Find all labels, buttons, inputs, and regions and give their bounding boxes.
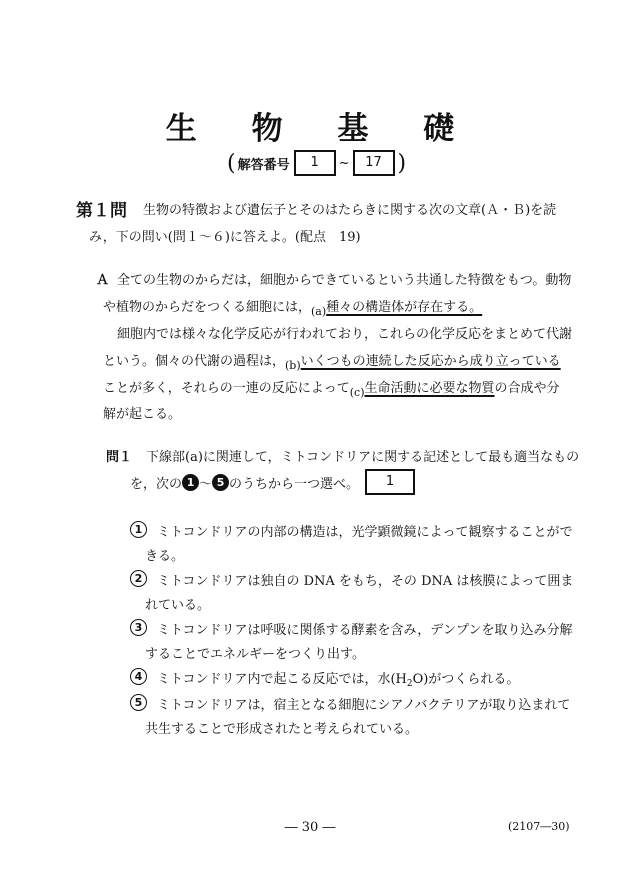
section-a-line3: 細胞内では様々な化学反応が行われており，これらの化学反応をまとめて代謝 (117, 327, 573, 342)
circled-number-1-icon: 1 (130, 521, 147, 538)
question-intro-line1: 生物の特徴および遺伝子とそのはたらきに関する次の文章(Ａ・Ｂ)を読 (143, 203, 557, 218)
underline-c: 生命活動に必要な物質 (364, 381, 495, 396)
option-3-number (130, 617, 147, 636)
mon1-line2 (130, 469, 415, 495)
option-2-number (130, 568, 147, 587)
option-1-line1: ミトコンドリアの内部の構造は，光学顕微鏡によって観察することがで (157, 525, 573, 540)
mon1-range-sep: ～ (199, 476, 213, 492)
option-4-line1 (157, 668, 519, 687)
answer-range-sep: ~ (338, 155, 350, 171)
section-a-line2-text: や植物のからだをつくる細胞には， (103, 300, 312, 315)
answer-range-label: 解答番号 (237, 157, 290, 173)
question-heading: 第１問 (76, 201, 127, 221)
option-4-tail: O)がつくられる。 (412, 672, 520, 687)
answer-range (227, 150, 406, 176)
option-1-number (130, 519, 147, 538)
question-intro-line2: み，下の問い(問１～６)に答えよ。(配点 19) (89, 230, 361, 245)
marker-a: (a) (311, 305, 327, 318)
section-a-line6: 解が起こる。 (103, 407, 182, 422)
underline-b: いくつもの連続した反応から成り立っている (300, 354, 561, 369)
option-1-line2: きる。 (145, 549, 185, 564)
option-4-number (130, 666, 147, 685)
option-2-line2: れている。 (145, 598, 211, 613)
option-5-line1: ミトコンドリアは，宿主となる細胞にシアノバクテリアが取り込まれて (157, 698, 571, 713)
section-a-label: Ａ (96, 273, 110, 288)
option-5-line2: 共生することで形成されたと考えられている。 (145, 722, 419, 737)
section-a-line5-text: ことが多く，それらの一連の反応によって (103, 381, 350, 396)
answer-range-end-box: 17 (353, 150, 395, 176)
answer-range-start-box: 1 (294, 150, 336, 176)
mon1-line1: 下線部(a)に関連して，ミトコンドリアに関する記述として最も適当なもの (146, 450, 580, 465)
circled-number-2-icon: 2 (130, 570, 147, 587)
mon1-line2-tail: のうちから一つ選べ。 (229, 476, 360, 492)
section-a-line1: 全ての生物のからだは，細胞からできているという共通した特徴をもつ。動物 (117, 273, 572, 288)
option-4-text: ミトコンドリア内で起こる反応では，水(H (157, 672, 407, 687)
section-a-line5-tail: の合成や分 (494, 381, 560, 396)
section-a-line4 (103, 350, 561, 372)
circled-number-4-icon: 4 (130, 668, 147, 685)
section-a-line5 (103, 377, 560, 399)
option-2-line1: ミトコンドリアは独自の DNA をもち，その DNA は核膜によって囲ま (157, 574, 574, 589)
circled-number-5-icon: 5 (212, 474, 229, 491)
circled-number-1-icon: 1 (182, 474, 199, 491)
page-number: ― 30 ― (284, 820, 336, 835)
mon1-line2-text: を，次の (130, 476, 183, 492)
page-title: 生 物 基 礎 (165, 111, 477, 147)
underline-a: 種々の構造体が存在する。 (326, 300, 483, 315)
mon1-label: 問１ (106, 450, 133, 465)
option-3-line1: ミトコンドリアは呼吸に関係する酵素を含み，デンプンを取り込み分解 (157, 623, 573, 638)
circled-number-5-icon: 5 (130, 694, 147, 711)
circled-number-3-icon: 3 (130, 619, 147, 636)
section-a-line4-text: という。個々の代謝の過程は， (103, 354, 286, 369)
marker-b: (b) (285, 359, 301, 372)
section-a-line2 (103, 296, 483, 318)
open-paren: ( (227, 150, 236, 176)
marker-c: (c) (349, 386, 365, 399)
close-paren: ) (397, 150, 407, 176)
option-5-number (130, 692, 147, 711)
answer-box-1[interactable]: 1 (365, 469, 415, 495)
option-3-line2: することでエネルギーをつくり出す。 (145, 647, 365, 662)
document-code: (2107―30) (508, 820, 570, 833)
subscript-2: 2 (406, 679, 413, 689)
